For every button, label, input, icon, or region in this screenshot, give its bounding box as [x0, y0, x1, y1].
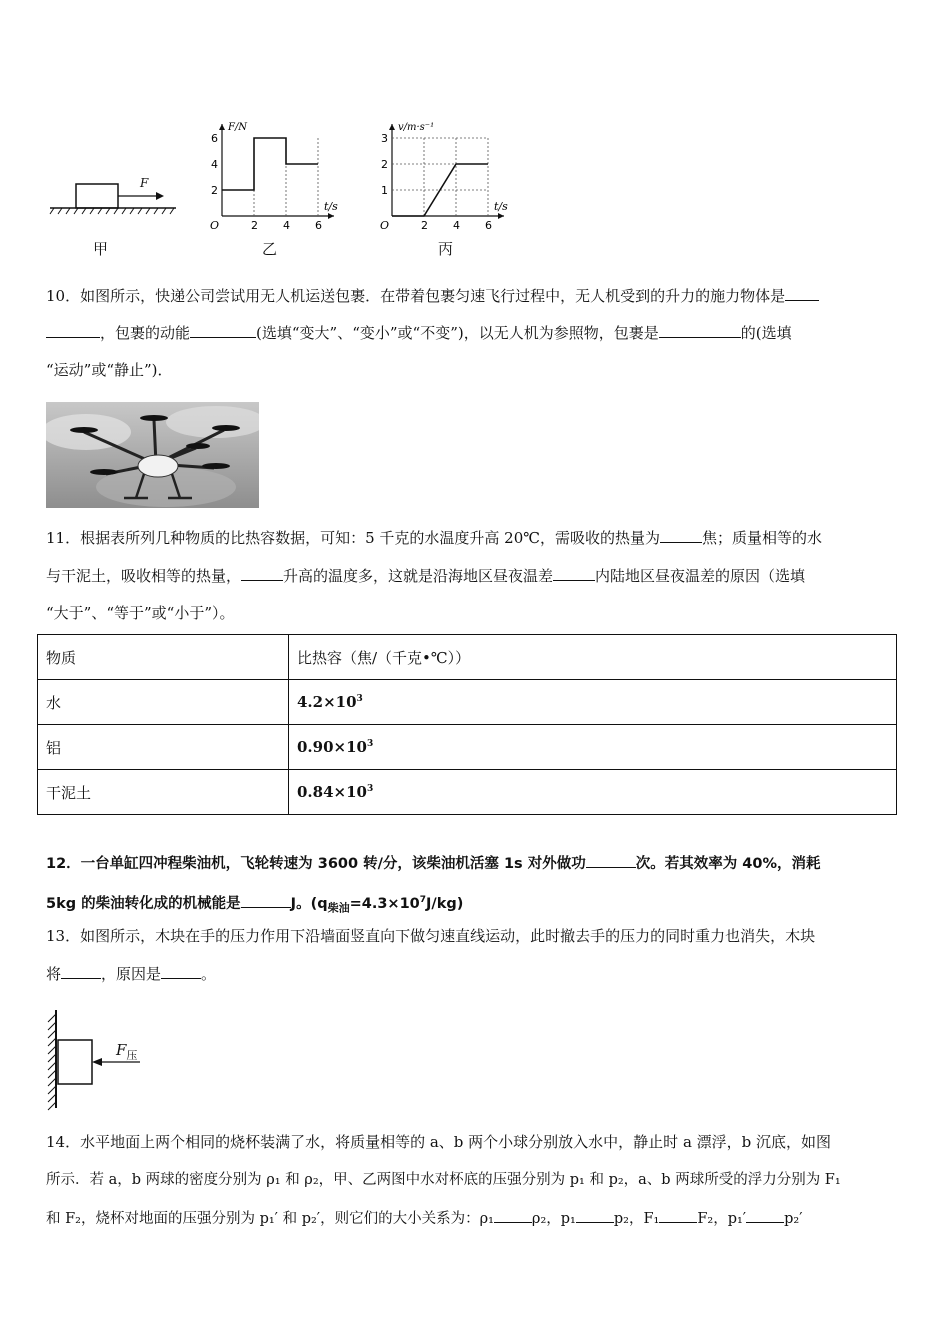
figure-yi-label: 乙 [262, 240, 278, 258]
q12-text-1a: 12．一台单缸四冲程柴油机，飞轮转速为 3600 转/分，该柴油机活塞 1s 对外做功 [46, 856, 586, 872]
q10-blank-2[interactable] [190, 323, 256, 338]
q12-text-2a: 5kg 的柴油转化成的机械能是 [46, 895, 241, 912]
value-text: 4.2×10 [297, 693, 357, 711]
q11-line-2 [46, 566, 906, 586]
q14-blank-4[interactable] [746, 1208, 784, 1223]
q12-blank-1[interactable] [586, 853, 636, 868]
q14-blank-3[interactable] [659, 1208, 697, 1223]
figure-jia-label: 甲 [93, 240, 109, 258]
table-header-heat: 比热容（焦/（千克•℃）） [289, 635, 897, 680]
table-cell-value [289, 770, 897, 815]
q11-blank-3[interactable] [553, 566, 595, 581]
y-tick-label: 2 [381, 158, 388, 171]
y-tick-label: 3 [381, 132, 388, 145]
q11-text-2c: 内陆地区昼夜温差的原因（选填 [595, 567, 806, 585]
x-tick-label: 2 [251, 219, 258, 232]
wall-block-figure [42, 1006, 162, 1112]
q13-text-1: 13．如图所示，木块在手的压力作用下沿墙面竖直向下做匀速直线运动，此时撤去手的压力的同时重力也消失，木块 [46, 927, 816, 945]
value-exponent: 3 [356, 694, 363, 704]
table-header-substance: 物质 [38, 635, 289, 680]
value-text: 0.90×10 [297, 738, 367, 756]
q10-line-3 [46, 360, 906, 380]
y-tick-label: 1 [381, 184, 388, 197]
figure-bing-label: 丙 [438, 240, 454, 258]
q14-text-3c: p₂，F₁ [613, 1211, 660, 1227]
drone-photo [46, 402, 259, 508]
q13-blank-1[interactable] [61, 964, 101, 979]
q11-text-2a: 与干泥土，吸收相等的热量， [46, 567, 242, 585]
table-row [38, 770, 897, 815]
q12-line-2 [46, 890, 906, 919]
q14-text-1: 14．水平地面上两个相同的烧杯装满了水，将质量相等的 a、b 两个小球分别放入水中，静止时 a 漂浮，b 沉底，如图 [46, 1133, 832, 1151]
y-axis-label: v/m·s⁻¹ [398, 122, 435, 133]
force-time-chart [200, 120, 360, 240]
q14-line-3 [46, 1208, 906, 1229]
q12-blank-2[interactable] [241, 893, 291, 908]
q11-text-2b: 升高的温度多，这就是沿海地区昼夜温差 [283, 567, 554, 585]
table-row [38, 725, 897, 770]
force-press-label [116, 1041, 137, 1063]
q13-line-1 [46, 926, 906, 946]
q11-text-1b: 焦；质量相等的水 [702, 529, 823, 547]
q11-line-1 [46, 528, 906, 548]
origin-label: O [380, 219, 390, 232]
q13-text-2a: 将 [46, 965, 62, 983]
force-letter: F [116, 1041, 127, 1059]
x-tick-label: 4 [453, 219, 460, 232]
table-row [38, 680, 897, 725]
q10-text-3: “运动”或“静止”)． [46, 361, 173, 379]
table-cell-name: 水 [38, 680, 289, 725]
q13-text-2b: ，原因是 [101, 965, 162, 983]
block-on-ground-figure [44, 170, 184, 220]
q11-blank-2[interactable] [241, 566, 283, 581]
series-line [222, 138, 318, 190]
q10-blank-1a[interactable] [785, 286, 819, 301]
q12-exponent: 7 [419, 895, 427, 905]
q14-text-3a: 和 F₂，烧杯对地面的压强分别为 p₁′ 和 p₂′，则它们的大小关系为：ρ₁ [46, 1211, 494, 1227]
q14-text-3d: F₂，p₁′ [697, 1211, 747, 1227]
q11-text-3: “大于”、“等于”或“小于”）。 [46, 604, 235, 622]
force-subscript: 压 [126, 1049, 138, 1062]
velocity-time-chart [370, 120, 530, 240]
x-tick-label: 4 [283, 219, 290, 232]
q11-text-1a: 11．根据表所列几种物质的比热容数据，可知：5 千克的水温度升高 20℃，需吸收的热量为 [46, 529, 661, 547]
value-exponent: 3 [366, 784, 374, 794]
q10-blank-3[interactable] [659, 323, 741, 338]
q14-text-3b: ρ₂，p₁ [531, 1211, 576, 1227]
y-tick-label: 2 [211, 184, 218, 197]
table-cell-value [289, 725, 897, 770]
y-axis-arrow [389, 124, 395, 130]
q11-blank-1[interactable] [660, 528, 702, 543]
q12-line-1 [46, 853, 906, 874]
value-exponent: 3 [366, 739, 374, 749]
q12-text-2b: J。(q [290, 895, 328, 912]
y-tick-label: 4 [211, 158, 218, 171]
x-tick-label: 6 [315, 219, 322, 232]
q13-text-2c: 。 [201, 965, 217, 983]
q14-blank-2[interactable] [576, 1208, 614, 1223]
q10-text-2b: (选填“变大”、“变小”或“不变”)，以无人机为参照物，包裹是 [256, 324, 659, 342]
q10-line-1 [46, 286, 906, 306]
q10-text-1: 10．如图所示，快递公司尝试用无人机运送包裹．在带着包裹匀速飞行过程中，无人机受到的升力的施力物体是 [46, 287, 786, 305]
q11-line-3 [46, 603, 906, 623]
y-axis-label: F/N [228, 122, 248, 133]
q12-subscript: 柴油 [327, 901, 350, 915]
q13-line-2 [46, 964, 906, 984]
q12-text-1b: 次。若其效率为 40%，消耗 [635, 856, 821, 872]
table-cell-name: 铝 [38, 725, 289, 770]
q14-blank-1[interactable] [494, 1208, 532, 1223]
x-axis-arrow [328, 213, 334, 219]
table-header-row [38, 635, 897, 680]
q10-text-2a: ，包裹的动能 [100, 324, 191, 342]
x-axis-arrow [498, 213, 504, 219]
q14-text-2: 所示．若 a，b 两球的密度分别为 ρ₁ 和 ρ₂，甲、乙两图中水对杯底的压强分别为 p₁ 和 p₂，a、b 两球所受的浮力分别为 F₁ [46, 1172, 841, 1188]
q10-text-2c: 的(选填 [740, 324, 792, 342]
y-axis-arrow [219, 124, 225, 130]
specific-heat-table [37, 634, 897, 815]
y-tick-label: 6 [211, 132, 218, 145]
q12-text-2c: =4.3×10 [349, 895, 420, 912]
x-tick-label: 2 [421, 219, 428, 232]
q14-line-1 [46, 1132, 906, 1152]
x-axis-label: t/s [324, 200, 338, 213]
q12-text-2d: J/kg) [426, 895, 464, 912]
q13-blank-2[interactable] [161, 964, 201, 979]
q10-blank-1b[interactable] [46, 323, 100, 338]
q10-line-2 [46, 323, 906, 343]
table-cell-value [289, 680, 897, 725]
table-cell-name: 干泥土 [38, 770, 289, 815]
q14-line-2 [46, 1170, 906, 1190]
x-tick-label: 6 [485, 219, 492, 232]
x-axis-label: t/s [494, 200, 508, 213]
force-f-label: F [140, 176, 149, 190]
origin-label: O [210, 219, 220, 232]
value-text: 0.84×10 [297, 783, 367, 801]
q14-text-3e: p₂′ [784, 1211, 803, 1227]
